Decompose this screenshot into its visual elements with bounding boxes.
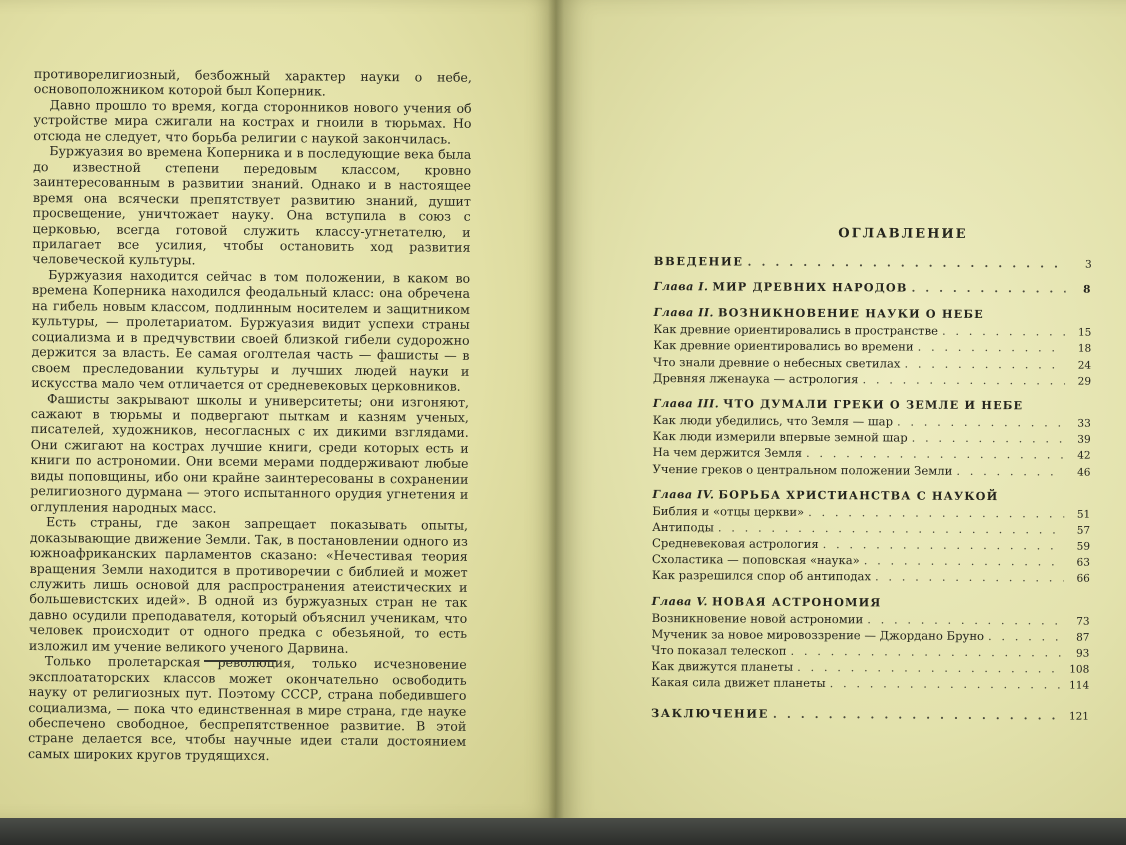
toc-page: 33 [1077, 417, 1091, 430]
toc-conclusion[interactable] [651, 706, 1089, 725]
leader-dots [806, 446, 1065, 462]
toc-label: На чем держится Земля [652, 445, 803, 461]
toc-page: 87 [1076, 631, 1090, 644]
leader-dots [897, 414, 1065, 429]
toc-page: 39 [1077, 433, 1091, 446]
book-spine [548, 0, 564, 830]
chapter-prefix: Глава II. [653, 305, 715, 320]
chapter-prefix: Глава I. [653, 279, 709, 294]
toc-section[interactable] [652, 461, 1090, 480]
toc-label: Как древние ориентировались в пространстве [653, 322, 939, 338]
toc-label: Средневековая астрология [652, 536, 819, 552]
toc-intro[interactable] [654, 254, 1092, 273]
toc-page: 63 [1076, 556, 1090, 569]
leader-dots [904, 356, 1065, 371]
leader-dots [808, 505, 1064, 521]
toc-page: 8 [1083, 283, 1092, 296]
toc-label: Учение греков о центральном положении Земли [652, 461, 953, 478]
leader-dots [864, 554, 1064, 569]
leader-dots [790, 644, 1063, 660]
toc-page: 108 [1069, 663, 1090, 676]
leader-dots [942, 324, 1065, 339]
leader-dots [830, 676, 1064, 691]
toc-label: Мученик за новое мировоззрение — Джордано Бруно [651, 626, 985, 643]
paragraph: Давно прошло то время, когда сторонников нового учения об устройстве мира сжигали на кострах и гноили в тюрьмах. Но отсюда не следует, что борьба религии с наукой закончилась. [33, 97, 472, 147]
toc-page: 42 [1077, 449, 1091, 462]
chapter-title: ЧТО ДУМАЛИ ГРЕКИ О ЗЕМЛЕ И НЕБЕ [723, 396, 1024, 413]
toc-label: Древняя лженаука — астрология [653, 370, 859, 387]
paragraph: Только пролетарская революция, только исчезновение эксплоататорских классов может окончательно освободить науку от религиозных пут. Поэтому СССР, страна победившего социализма, — пока что единственная в мире страна, где науке обеспечено свободное, беспрепятственное развитие. В этой стране делается все, чтобы научные идеи стали достоянием самых широких кругов трудящихся. [27, 653, 467, 764]
book-cover [0, 818, 1126, 845]
toc-label: Антиподы [652, 519, 714, 535]
toc-page: 46 [1077, 466, 1091, 479]
leader-dots [911, 281, 1065, 296]
toc-page: 73 [1076, 615, 1090, 628]
leader-dots [797, 660, 1063, 676]
end-rule [204, 660, 276, 662]
toc-label: Библия и «отцы церкви» [652, 503, 805, 519]
toc-page: 51 [1076, 508, 1091, 521]
toc-label: Как разрешился спор об антиподах [651, 568, 872, 584]
leader-dots [918, 340, 1066, 355]
leader-dots [862, 372, 1065, 387]
toc-label: Схоластика — поповская «наука» [651, 552, 860, 568]
leader-dots [867, 612, 1063, 627]
toc-label: Как движутся планеты [651, 659, 794, 675]
leader-dots [748, 255, 1066, 271]
toc-page: 66 [1076, 573, 1090, 586]
toc-label: Как древние ориентировались во времени [653, 338, 914, 354]
leader-dots [912, 431, 1065, 446]
chapter-title: МИР ДРЕВНИХ НАРОДОВ [712, 279, 908, 295]
toc-label: Как люди измерили впервые земной шар [652, 429, 908, 445]
toc-label: Что знали древние о небесных светилах [653, 354, 901, 371]
leader-dots [875, 570, 1064, 585]
toc-page: 59 [1076, 540, 1091, 553]
chapter-prefix: Глава V. [651, 593, 709, 608]
toc-section[interactable] [652, 568, 1090, 587]
table-of-contents [651, 225, 1092, 724]
toc-label: Какая сила движет планеты [651, 675, 826, 691]
toc-label: Как люди убедились, что Земля — шар [652, 412, 894, 429]
leader-dots [823, 537, 1064, 552]
toc-section[interactable] [653, 371, 1091, 390]
chapter-title: ВОЗНИКНОВЕНИЕ НАУКИ О НЕБЕ [717, 305, 984, 322]
toc-label: Возникновение новой астрономии [651, 610, 864, 626]
toc-label: ЗАКЛЮЧЕНИЕ [650, 705, 769, 721]
toc-page: 93 [1075, 647, 1090, 660]
paragraph: Фашисты закрывают школы и университеты; они изгоняют, сажают в тюрьмы и подвергают пыткам и казням ученых, писателей, художников, несогласных с их дикими взглядами. Они сжигают на кострах лучшие книги, среди которых есть и книги по астрономии. Они всеми мерами поддерживают любые виды поповщины, ибо они крайне заинтересованы в сохранении религиозного дурмана — этого испытанного орудия угнетения и оглупления народных масс. [30, 390, 470, 516]
paragraph: Буржуазия находится сейчас в том положении, в каком во времена Коперника находился феодальный класс: она обречена на гибель новым классом, подлинным носителем и защитником культуры, — пролетариатом. Буржуазия видит успехи страны социализма и в предчувствии своей близкой гибели судорожно держится за власть. Ее самая оголтелая часть — фашисты — в своем преследовании культуры и лучших людей науки и искусства мало чем отличается от средневековых церковников. [31, 267, 471, 394]
chapter-prefix: Глава IV. [652, 486, 715, 502]
leader-dots [773, 706, 1063, 722]
paragraph: Есть страны, где закон запрещает показывать опыты, доказывающие движение Земли. Так, в постановлении одного из южноафриканских парламентов сказано: «Нечестивая теория вращения Земли находится в противоречии с библией и может служить лишь основой для распространения атеистических и большевистских идей». В одной из буржуазных стран не так давно осудили преподавателя, который объяснил ученикам, что человек происходит от одного предка с обезьяной, то есть изложил им учение великого ученого Дарвина. [28, 514, 469, 656]
toc-page: 18 [1077, 342, 1092, 356]
leader-dots [956, 463, 1064, 478]
toc-label: ВВЕДЕНИЕ [653, 253, 744, 269]
leader-dots [988, 629, 1064, 643]
chapter-title: БОРЬБА ХРИСТИАНСТВА С НАУКОЙ [718, 487, 999, 503]
toc-page: 57 [1076, 524, 1091, 537]
paragraph: противорелигиозный, безбожный характер науки о небе, основоположником которой был Коперник. [33, 66, 472, 100]
left-page [0, 0, 556, 818]
toc-page: 121 [1068, 710, 1090, 723]
chapter-title: НОВАЯ АСТРОНОМИЯ [711, 593, 882, 610]
paragraph: Буржуазия во времена Коперника и в последующие века была до известной степени передовым классом, кровно заинтересованным в развитии знаний. Однако и в настоящее время она всячески препятствует развитию знаний, душит просвещение, уничтожает науку. Она вступила в союз с церковью, всегда готовой служить классу-угнетателю, и прилагает все усилия, чтобы остановить ход развития человеческой культуры. [32, 143, 472, 268]
toc-page: 24 [1077, 359, 1092, 372]
chapter-prefix: Глава III. [652, 395, 720, 411]
leader-dots [718, 520, 1064, 536]
toc-page: 3 [1085, 258, 1092, 271]
toc-label: Что показал телескоп [651, 642, 787, 658]
toc-title: ОГЛАВЛЕНИЕ [838, 226, 968, 242]
toc-page: 114 [1069, 679, 1090, 693]
toc-page: 15 [1077, 326, 1092, 339]
toc-page: 29 [1077, 375, 1092, 388]
toc-chapter-1[interactable] [654, 279, 1092, 299]
